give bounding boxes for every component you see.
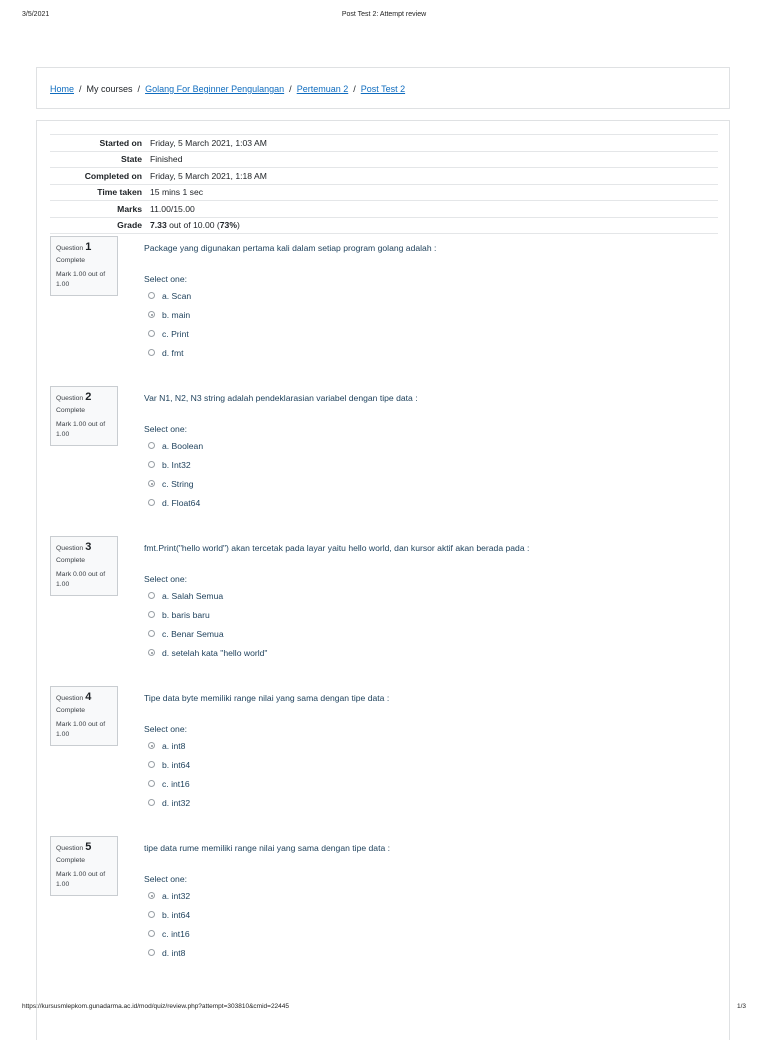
answer-option-label: a. Scan (162, 290, 192, 301)
question-content (144, 243, 714, 362)
answer-option-label: a. Salah Semua (162, 590, 224, 601)
radio-button[interactable] (148, 461, 155, 468)
select-one-prompt: Select one: (144, 724, 187, 734)
answer-option-label: a. Boolean (162, 440, 204, 451)
question-state: Complete (56, 707, 86, 714)
summary-value: Friday, 5 March 2021, 1:03 AM (150, 135, 718, 152)
question-number: 4 (85, 691, 92, 703)
radio-button[interactable] (148, 799, 155, 806)
radio-button[interactable] (148, 480, 155, 487)
question-state: Complete (56, 407, 86, 414)
breadcrumb-home-link[interactable]: Home (50, 84, 75, 94)
answer-option[interactable] (144, 624, 714, 643)
answer-option-label: d. Float64 (162, 497, 201, 508)
question-state: Complete (56, 257, 86, 264)
print-url: https://kursusmlepkom.gunadarma.ac.id/mod/quiz/review.php?attempt=303810&cmid=22445 (22, 1003, 290, 1010)
print-page-number: 1/3 (736, 1003, 746, 1010)
question-mark: Mark 1.00 out of 1.00 (56, 271, 106, 288)
summary-row-started (50, 135, 718, 152)
answer-option-label: c. String (162, 478, 194, 489)
summary-label: State (50, 151, 150, 168)
answer-option-label: c. int16 (162, 778, 190, 789)
answer-option[interactable] (144, 343, 714, 362)
summary-value: Finished (150, 151, 718, 168)
print-header (22, 8, 746, 22)
question-mark: Mark 0.00 out of 1.00 (56, 571, 106, 588)
radio-button[interactable] (148, 949, 155, 956)
grade-out-of: out of 10.00 ( (166, 220, 220, 231)
question-label: Question (56, 695, 84, 702)
summary-label: Grade (50, 217, 150, 234)
answer-option-label: a. int32 (162, 890, 191, 901)
summary-row-state (50, 151, 718, 168)
summary-value: 15 mins 1 sec (150, 184, 718, 201)
select-one-prompt: Select one: (144, 874, 187, 884)
answer-option[interactable] (144, 643, 714, 662)
print-footer (22, 1000, 746, 1014)
question-number-line (56, 691, 112, 703)
radio-button[interactable] (148, 630, 155, 637)
summary-label: Completed on (50, 168, 150, 185)
answer-option[interactable] (144, 755, 714, 774)
question-label: Question (56, 245, 84, 252)
answer-option-label: c. Benar Semua (162, 628, 224, 639)
question-label: Question (56, 395, 84, 402)
question-number-line (56, 541, 112, 553)
question-mark: Mark 1.00 out of 1.00 (56, 421, 106, 438)
summary-row-grade (50, 217, 718, 234)
question-content (144, 393, 714, 512)
breadcrumb-separator: / (79, 84, 82, 94)
answer-option[interactable] (144, 905, 714, 924)
question-content (144, 543, 714, 662)
radio-button[interactable] (148, 499, 155, 506)
select-one-prompt: Select one: (144, 574, 187, 584)
question-number-line (56, 391, 112, 403)
summary-label: Marks (50, 201, 150, 218)
print-date: 3/5/2021 (22, 11, 50, 18)
breadcrumb-section-link[interactable]: Pertemuan 2 (296, 84, 349, 94)
answer-option-label: b. main (162, 309, 191, 320)
question-text: fmt.Print("hello world") akan tercetak pada layar yaitu hello world, dan kursor aktif akan berada pada : (144, 543, 530, 553)
breadcrumb-separator: / (289, 84, 292, 94)
select-one-prompt: Select one: (144, 274, 187, 284)
question-label: Question (56, 545, 84, 552)
radio-button[interactable] (148, 592, 155, 599)
question-info-box (50, 536, 118, 596)
answer-option[interactable] (144, 605, 714, 624)
breadcrumb-separator: / (353, 84, 356, 94)
answer-option[interactable] (144, 455, 714, 474)
answer-option-label: b. int64 (162, 759, 191, 770)
breadcrumb (36, 67, 730, 109)
question-number: 5 (85, 841, 92, 853)
answer-option-label: b. baris baru (162, 609, 210, 620)
answer-option-label: d. int8 (162, 947, 186, 958)
print-title: Post Test 2: Attempt review (341, 11, 427, 18)
question-info-box (50, 236, 118, 296)
question-text: Tipe data byte memiliki range nilai yang sama dengan tipe data : (144, 693, 390, 703)
breadcrumb-quiz-link[interactable]: Post Test 2 (360, 84, 406, 94)
answer-option[interactable] (144, 943, 714, 962)
answer-option-label: a. int8 (162, 740, 186, 751)
answer-option[interactable] (144, 924, 714, 943)
summary-row-time (50, 184, 718, 201)
question-number-line (56, 841, 112, 853)
summary-value: 11.00/15.00 (150, 201, 718, 218)
attempt-summary-table (50, 134, 718, 234)
question-number: 3 (85, 541, 92, 553)
radio-button[interactable] (148, 611, 155, 618)
radio-button[interactable] (148, 742, 155, 749)
answer-option-label: c. int16 (162, 928, 190, 939)
breadcrumb-separator: / (137, 84, 141, 94)
answer-option-label: d. setelah kata "hello world" (162, 647, 268, 658)
question-info-box (50, 686, 118, 746)
grade-value (150, 217, 718, 234)
answer-option-label: d. fmt (162, 347, 184, 358)
radio-button[interactable] (148, 292, 155, 299)
breadcrumb-course-link[interactable]: Golang For Beginner Pengulangan (145, 84, 285, 94)
radio-button[interactable] (148, 330, 155, 337)
question-number: 2 (85, 391, 92, 403)
answer-option[interactable] (144, 736, 714, 755)
grade-percent: 73% (219, 220, 237, 231)
radio-button[interactable] (148, 349, 155, 356)
question-state: Complete (56, 557, 86, 564)
answer-option-label: d. int32 (162, 797, 191, 808)
radio-button[interactable] (148, 930, 155, 937)
radio-button[interactable] (148, 442, 155, 449)
summary-row-completed (50, 168, 718, 185)
answer-option[interactable] (144, 474, 714, 493)
question-info-box (50, 836, 118, 896)
answer-option[interactable] (144, 793, 714, 812)
answer-option-label: c. Print (162, 328, 189, 339)
question-mark: Mark 1.00 out of 1.00 (56, 871, 106, 888)
answer-option[interactable] (144, 493, 714, 512)
answer-option[interactable] (144, 324, 714, 343)
summary-row-marks (50, 201, 718, 218)
answer-option[interactable] (144, 436, 714, 455)
question-state: Complete (56, 857, 86, 864)
question-info-box (50, 386, 118, 446)
question-label: Question (56, 845, 84, 852)
question-number: 1 (85, 241, 92, 253)
radio-button[interactable] (148, 911, 155, 918)
question-number-line (56, 241, 112, 253)
summary-label: Time taken (50, 184, 150, 201)
radio-button[interactable] (148, 892, 155, 899)
radio-button[interactable] (148, 649, 155, 656)
answer-option-label: b. Int32 (162, 459, 191, 470)
select-one-prompt: Select one: (144, 424, 187, 434)
radio-button[interactable] (148, 761, 155, 768)
answer-option[interactable] (144, 286, 714, 305)
answer-option[interactable] (144, 586, 714, 605)
answer-option[interactable] (144, 886, 714, 905)
breadcrumb-my-courses: My courses (86, 84, 133, 94)
radio-button[interactable] (148, 311, 155, 318)
answer-option-label: b. int64 (162, 909, 191, 920)
summary-value: Friday, 5 March 2021, 1:18 AM (150, 168, 718, 185)
question-text: tipe data rume memiliki range nilai yang sama dengan tipe data : (144, 843, 391, 853)
grade-close: ) (236, 220, 240, 231)
answer-option[interactable] (144, 305, 714, 324)
summary-label: Started on (50, 135, 150, 152)
question-mark: Mark 1.00 out of 1.00 (56, 721, 106, 738)
answer-option[interactable] (144, 774, 714, 793)
grade-score: 7.33 (150, 220, 167, 231)
question-content (144, 693, 714, 812)
question-content (144, 843, 714, 962)
radio-button[interactable] (148, 780, 155, 787)
question-text: Var N1, N2, N3 string adalah pendeklarasian variabel dengan tipe data : (144, 393, 418, 403)
question-text: Package yang digunakan pertama kali dalam setiap program golang adalah : (144, 243, 437, 253)
